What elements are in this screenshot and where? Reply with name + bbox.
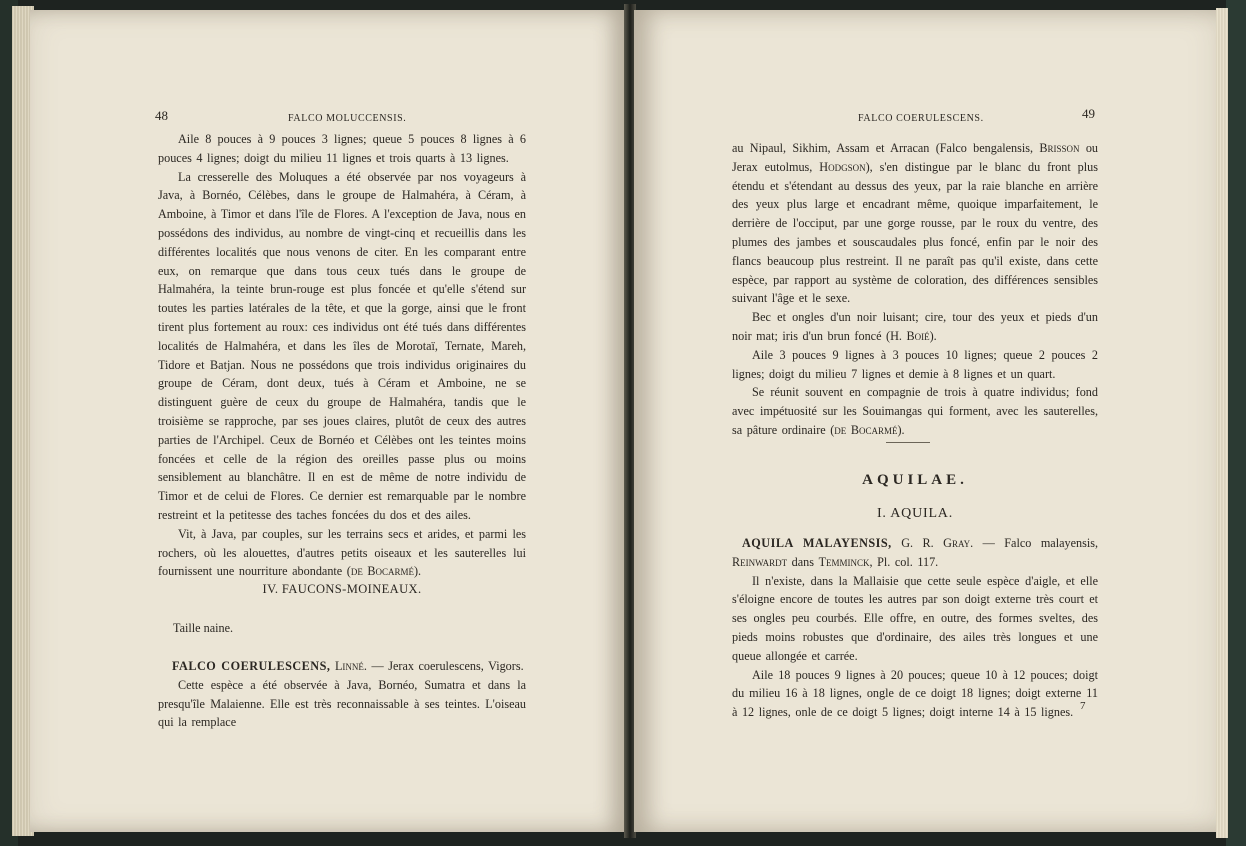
paragraph: Il n'existe, dans la Mallaisie que cette seule espèce d'aigle, et elle s'éloigne encore de toutes les autres par son doigt externe très court et ses ongles peu courbés. Elle offre, en outre, des formes sveltes, des pieds moins robustes que d'ordinaire, des ailes très longues et une queue allongée et carrée. bbox=[732, 573, 1098, 663]
right-page bbox=[634, 10, 1216, 832]
species-title: AQUILA MALAYENSIS, G. R. Gray. — Falco malayensis, Reinwardt dans Temminck, Pl. col. 117. bbox=[732, 536, 1099, 569]
paragraph: Aile 18 pouces 9 lignes à 20 pouces; queue 10 à 12 pouces; doigt du milieu 16 à 18 lignes, ongle de ce doigt 18 lignes; doigt externe 11 à 12 lignes, onle de ce doigt 5 lignes; doigt interne 14 à 15 lignes. bbox=[732, 667, 1098, 720]
paragraph: Aile 8 pouces à 9 pouces 3 lignes; queue 5 pouces 8 lignes à 6 pouces 4 lignes; doigt du milieu 11 lignes et trois quarts à 13 lignes. bbox=[158, 132, 526, 165]
book-cover-right bbox=[1226, 0, 1246, 846]
paragraph: Cette espèce a été observée à Java, Bornéo, Sumatra et dans la presqu'île Malaienne. Elle est très reconnaissable à ses teintes. L'oiseau qui la remplace bbox=[158, 677, 526, 730]
page-edges-right bbox=[1216, 8, 1228, 838]
attribution: (de Bocarmé). bbox=[830, 422, 905, 437]
paragraph: au Nipaul, Sikhim, Assam et Arracan (Falco bengalensis, Brisson ou Jerax eutolmus, Hodgson), s'en distingue par le blanc du front plus étendu et s'étendant au dessus des yeux, par la raie blanche en arrière des yeux plus large et encadrant même, quoique imparfaitement, le derrière de l'occiput, par une gorge rousse, par le roux du ventre, des plumes des jambes et souscaudales plus foncé, enfin par le noir des flancs beaucoup plus restreint. Il ne paraît pas qu'il existe, dans cette espèce, par rapport au système de coloration, des différences sensibles suivant l'âge et le sexe. bbox=[732, 141, 1098, 306]
paragraph: Se réunit souvent en compagnie de trois à quatre individus; fond avec impétuosité sur les Souimangas qui forment, avec les sauterelles, sa pâture ordinaire (de Bocarmé). bbox=[732, 385, 1098, 437]
signature-mark: 7 bbox=[1080, 700, 1086, 712]
section-heading: IV. FAUCONS-MOINEAUX. bbox=[262, 582, 422, 596]
group-heading: AQUILAE. bbox=[862, 472, 968, 488]
running-head: FALCO MOLUCCENSIS. bbox=[288, 113, 407, 124]
species-title: FALCO COERULESCENS, Linné. — Jerax coerulescens, Vigors. bbox=[172, 659, 524, 673]
species-entry bbox=[158, 657, 526, 732]
left-page bbox=[30, 10, 626, 832]
main-text bbox=[732, 139, 1098, 440]
divider-rule bbox=[886, 442, 930, 443]
paragraph: Bec et ongles d'un noir luisant; cire, tour des yeux et pieds d'un noir mat; iris d'un brun foncé (H. Boié). bbox=[732, 310, 1098, 343]
paragraph: La cresserelle des Moluques a été observée par nos voyageurs à Java, à Bornéo, Célèbes, dans le groupe de Halmahéra, à Céram, à Amboine, à Timor et dans l'île de Flores. A l'exception de Java, nous en possédons des individus, au nombre de vingt-cinq et recueillis dans les différentes localités que nous venons de citer. En les comparant entre eux, on remarque que dans tous ceux tués dans le groupe de Halmahéra, la teinte brun-rouge est plus foncée et qu'elle s'étend sur toutes les parties latérales de la tête, et que la gorge, ainsi que le front tirent plus fortement au roux: ces individus ont été tués dans différentes localités de Halmahéra, et dans les îles de Morotaï, Ternate, Mareh, Tidore et Batjan. Nous ne possédons que trois individus originaires du groupe de Céram, dont deux, tués à Céram et Amboine, ne se distinguent guère de ceux du groupe de Halmahéra, tandis que le troisième se rapproche, par ses joues claires, plutôt de ceux des autres parties de l'Archipel. Ceux de Bornéo et Célèbes ont les teintes moins foncées et celle de la région des oreilles passe plus ou moins sensiblement au blanchâtre. Il en est de même de notre individu de Timor et de celui de Flores. Ce dernier est remarquable par le nombre restreint et la petitesse des taches foncées du dos et des ailes. bbox=[158, 169, 526, 522]
paragraph: Vit, à Java, par couples, sur les terrains secs et arides, et parmi les rochers, où les alouettes, d'autres petits oiseaux et les sauterelles lui fournissent une nourriture abondante (de Bocarmé). bbox=[158, 526, 526, 579]
main-text bbox=[158, 130, 526, 581]
attribution: (de Bocarmé). bbox=[346, 564, 422, 579]
page-number: 48 bbox=[155, 108, 168, 123]
page-number: 49 bbox=[1082, 106, 1095, 121]
species-entry bbox=[732, 534, 1098, 722]
running-head: FALCO COERULESCENS. bbox=[858, 113, 984, 124]
paragraph: Aile 3 pouces 9 lignes à 3 pouces 10 lignes; queue 2 pouces 2 lignes; doigt du milieu 7 lignes et demie à 8 lignes et un quart. bbox=[732, 347, 1098, 381]
taille-note: Taille naine. bbox=[173, 621, 234, 635]
genus-heading: I. AQUILA. bbox=[876, 506, 954, 521]
